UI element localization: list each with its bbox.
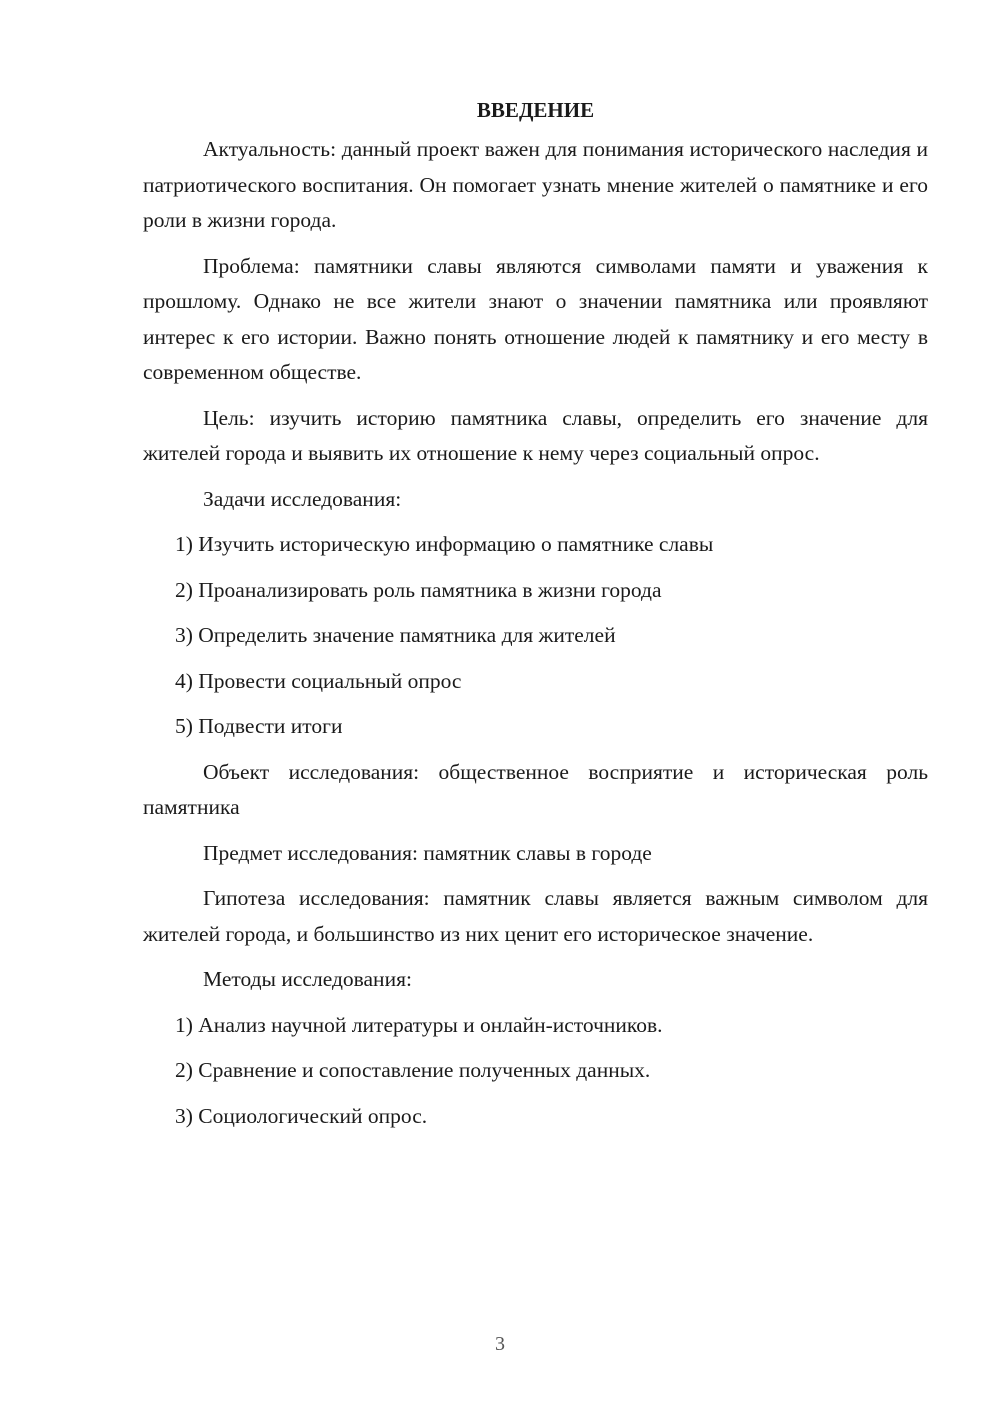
task-item: 3) Определить значение памятника для жителей	[175, 623, 616, 647]
hypothesis-paragraph: Гипотеза исследования: памятник славы является важным символом для жителей города, и большинство из них ценит его историческое значение.	[143, 886, 928, 946]
goal-paragraph: Цель: изучить историю памятника славы, определить его значение для жителей города и выявить их отношение к нему через социальный опрос.	[143, 405, 928, 465]
methods-heading: Методы исследования:	[203, 967, 412, 991]
task-item: 2) Проанализировать роль памятника в жизни города	[175, 577, 662, 602]
task-item: 5) Подвести итоги	[175, 714, 343, 738]
method-item: 2) Сравнение и сопоставление полученных данных.	[175, 1058, 651, 1082]
problem-paragraph: Проблема: памятники славы являются символами памяти и уважения к прошлому. Однако не все жители знают о значении памятника или проявляют интерес к его истории. Важно понять отношение людей к памятнику и его месту в современном обществе.	[143, 253, 928, 384]
page-number: 3	[495, 1333, 505, 1355]
section-title: ВВЕДЕНИЕ	[476, 98, 595, 122]
tasks-heading: Задачи исследования:	[203, 486, 402, 511]
relevance-paragraph: Актуальность: данный проект важен для понимания исторического наследия и патриотического воспитания. Он помогает узнать мнение жителей о памятнике и его роли в жизни города.	[143, 137, 928, 232]
task-item: 4) Провести социальный опрос	[175, 668, 462, 693]
document-page	[143, 92, 928, 1144]
method-item: 3) Социологический опрос.	[175, 1103, 428, 1128]
subject-paragraph: Предмет исследования: памятник славы в городе	[203, 840, 652, 865]
task-item: 1) Изучить историческую информацию о памятнике славы	[175, 532, 714, 556]
method-item: 1) Анализ научной литературы и онлайн-источников.	[175, 1012, 663, 1037]
object-paragraph: Объект исследования: общественное восприятие и историческая роль памятника	[143, 759, 928, 819]
